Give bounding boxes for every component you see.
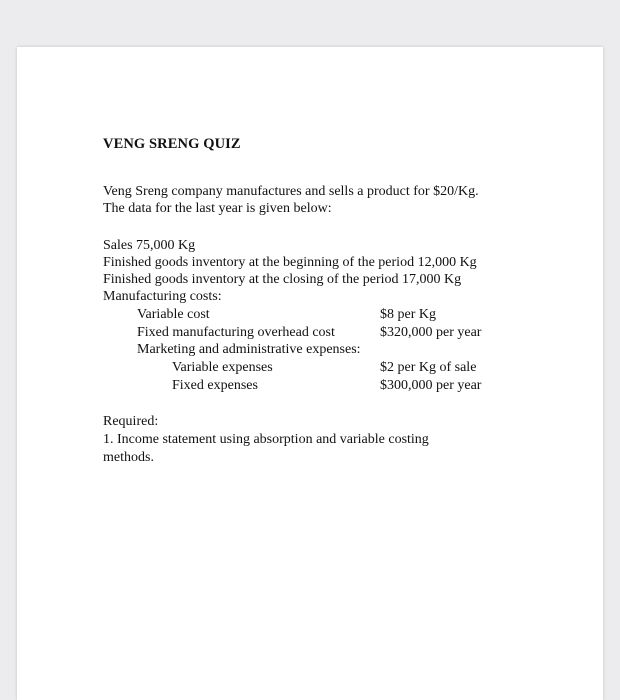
required-heading: Required:: [103, 414, 159, 429]
document-title: VENG SRENG QUIZ: [103, 136, 241, 152]
variable-cost-value: $8 per Kg: [380, 307, 436, 322]
beginning-inventory-line: Finished goods inventory at the beginning of the period 12,000 Kg: [103, 255, 477, 270]
intro-line-1: Veng Sreng company manufactures and sells a product for $20/Kg.: [103, 184, 479, 199]
fixed-overhead-label: Fixed manufacturing overhead cost: [137, 325, 335, 340]
required-item-line-2: methods.: [103, 450, 154, 465]
manufacturing-costs-heading: Manufacturing costs:: [103, 289, 222, 304]
variable-expenses-value: $2 per Kg of sale: [380, 360, 477, 375]
variable-expenses-label: Variable expenses: [172, 360, 273, 375]
document-page: [17, 47, 603, 700]
fixed-expenses-label: Fixed expenses: [172, 378, 258, 393]
required-item-line-1: 1. Income statement using absorption and variable costing: [103, 432, 429, 447]
variable-cost-label: Variable cost: [137, 307, 210, 322]
fixed-overhead-value: $320,000 per year: [380, 325, 482, 340]
fixed-expenses-value: $300,000 per year: [380, 378, 482, 393]
closing-inventory-line: Finished goods inventory at the closing of the period 17,000 Kg: [103, 272, 462, 287]
intro-line-2: The data for the last year is given below:: [103, 201, 332, 216]
marketing-admin-heading: Marketing and administrative expenses:: [137, 342, 361, 357]
sales-line: Sales 75,000 Kg: [103, 238, 196, 253]
